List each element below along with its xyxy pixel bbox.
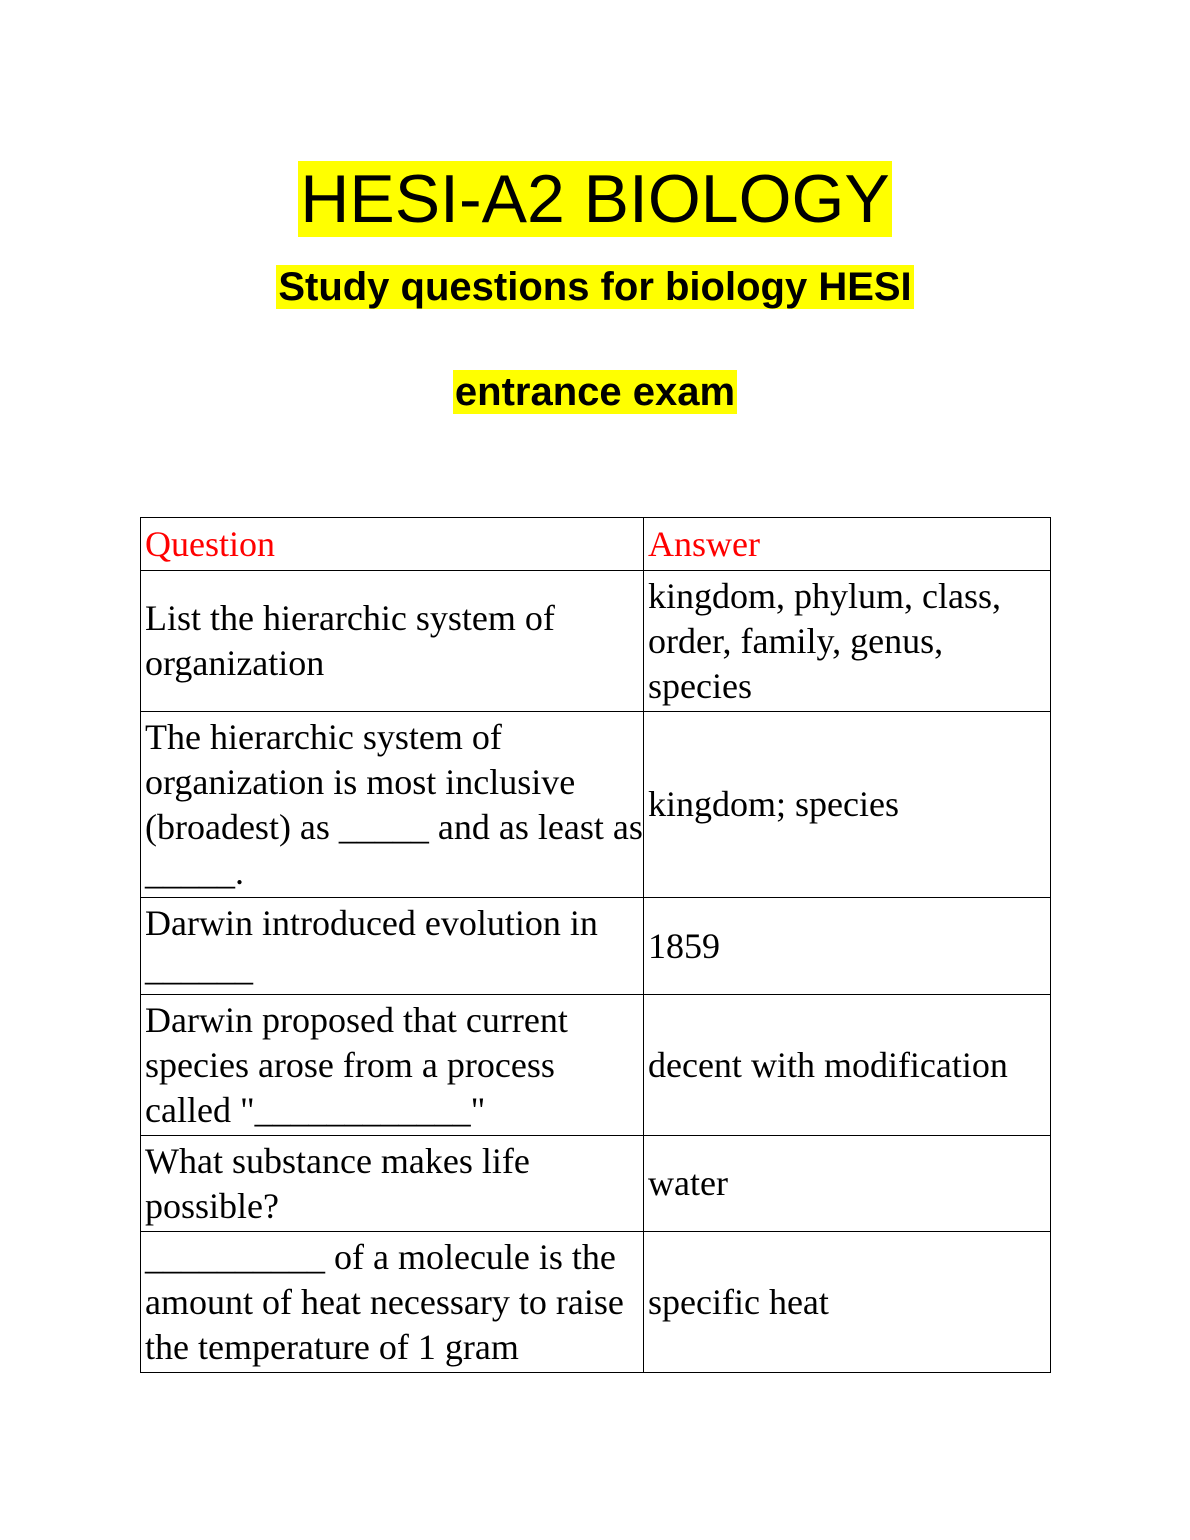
header-answer: Answer [644,518,1051,571]
subtitle-line-2 [0,367,1190,417]
question-cell: __________ of a molecule is the amount of heat necessary to raise the temperature of 1 gram [141,1232,644,1373]
table-row [141,898,1051,995]
answer-cell: 1859 [644,898,1051,995]
document-title [0,157,1190,241]
table-row [141,995,1051,1136]
question-cell: List the hierarchic system of organization [141,571,644,712]
subtitle-line-1 [0,262,1190,312]
answer-cell: decent with modification [644,995,1051,1136]
answer-cell: kingdom; species [644,712,1051,898]
table-row [141,571,1051,712]
question-cell: Darwin proposed that current species arose from a process called "____________" [141,995,644,1136]
header-question: Question [141,518,644,571]
document-title-text: HESI-A2 BIOLOGY [300,161,890,237]
table-row [141,1232,1051,1373]
answer-cell: specific heat [644,1232,1051,1373]
question-cell: What substance makes life possible? [141,1136,644,1232]
table-row [141,712,1051,898]
question-answer-table [140,517,1051,1373]
question-cell: Darwin introduced evolution in ______ [141,898,644,995]
table-header-row [141,518,1051,571]
subtitle-line-2-text: entrance exam [454,370,736,414]
answer-cell: kingdom, phylum, class, order, family, genus, species [644,571,1051,712]
table-row [141,1136,1051,1232]
question-cell: The hierarchic system of organization is most inclusive (broadest) as _____ and as least as _____. [141,712,644,898]
answer-cell: water [644,1136,1051,1232]
subtitle-line-1-text: Study questions for biology HESI [278,265,912,309]
